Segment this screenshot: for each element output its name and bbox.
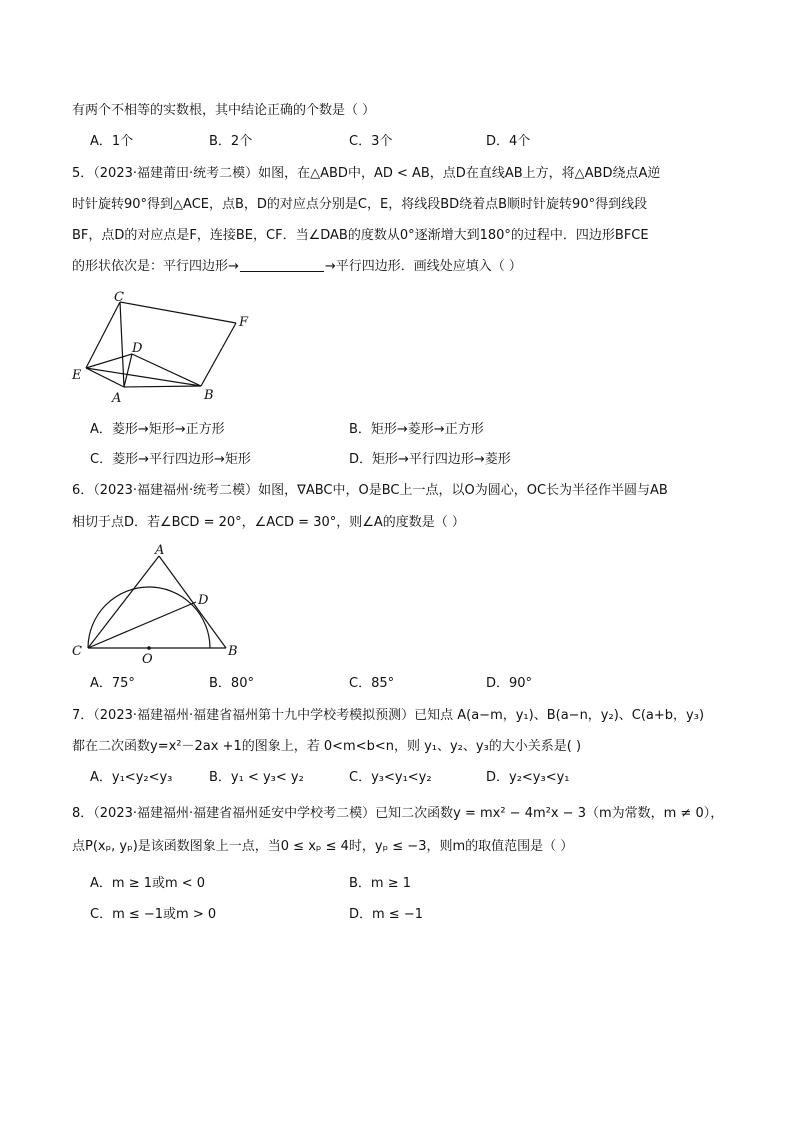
answer-blank <box>240 271 324 272</box>
figure-q5-quadrilateral <box>62 282 268 410</box>
option-b: B．80° <box>209 676 254 691</box>
question-6-line-1: 6．（2023·福建福州·统考二模）如图，∇ABC中，O是BC上一点，以O为圆心，OC长为半径作半圆与AB <box>72 483 668 498</box>
option-b: B．y₁ < y₃< y₂ <box>209 770 304 785</box>
option-b: B．矩形→菱形→正方形 <box>349 422 484 437</box>
question-7-line-2: 都在二次函数y=x²－2ax +1的图象上，若 0<m<b<n，则 y₁、y₂、y₃的大小关系是( ) <box>72 739 582 754</box>
question-5-line-1: 5．（2023·福建莆田·统考二模）如图，在△ABD中，AD < AB，点D在直线AB上方，将△ABD绕点A逆 <box>72 166 661 181</box>
point-label-f: F <box>239 315 249 330</box>
point-label-b: B <box>204 388 214 403</box>
question-5-line-4-end: →平行四边形．画线处应填入（ ） <box>324 259 522 274</box>
point-label-b: B <box>228 644 238 659</box>
question-8-line-2: 点P(xₚ, yₚ)是该函数图象上一点，当0 ≤ xₚ ≤ 4时，yₚ ≤ −3，则m的取值范围是（ ） <box>72 839 574 854</box>
point-label-o: O <box>142 652 153 666</box>
point-label-e: E <box>72 368 82 383</box>
option-d: D．矩形→平行四边形→菱形 <box>349 452 511 467</box>
option-a: A．菱形→矩形→正方形 <box>90 422 225 437</box>
question-8-line-1: 8．（2023·福建福州·福建省福州延安中学校考二模）已知二次函数y = mx² − 4m²x − 3（m为常数，m ≠ 0）， <box>72 806 724 821</box>
option-c: C．3个 <box>349 134 393 149</box>
question-text-line: 有两个不相等的实数根，其中结论正确的个数是（ ） <box>72 103 376 118</box>
point-label-a: A <box>155 543 165 558</box>
figure-q6-semicircle <box>66 538 246 666</box>
point-label-d: D <box>198 593 209 608</box>
option-d: D．90° <box>486 676 533 691</box>
option-c: C．菱形→平行四边形→矩形 <box>90 452 251 467</box>
question-7-line-1: 7．（2023·福建福州·福建省福州第十九中学校考模拟预测）已知点 A(a−m，y₁)、B(a−n，y₂)、C(a+b，y₃) <box>72 708 705 723</box>
question-5-line-3: BF，点D的对应点是F，连接BE，CF．当∠DAB的度数从0°逐渐增大到180°的过程中．四边形BFCE <box>72 228 649 243</box>
option-b: B．m ≥ 1 <box>349 876 412 891</box>
point-label-c: C <box>72 644 82 659</box>
option-b: B．2个 <box>209 134 253 149</box>
point-label-d: D <box>132 341 143 356</box>
option-a: A．75° <box>90 676 135 691</box>
option-c: C．y₃<y₁<y₂ <box>349 770 432 785</box>
option-c: C．85° <box>349 676 395 691</box>
option-c: C．m ≤ −1或m > 0 <box>90 907 217 922</box>
option-a: A．m ≥ 1或m < 0 <box>90 876 206 891</box>
question-5-line-4-start: 的形状依次是：平行四边形→ <box>72 259 239 274</box>
option-d: D．m ≤ −1 <box>349 907 423 922</box>
question-5-line-4 <box>72 258 522 276</box>
option-d: D．4个 <box>486 134 531 149</box>
question-6-line-2: 相切于点D．若∠BCD = 20°，∠ACD = 30°，则∠A的度数是（ ） <box>72 515 465 530</box>
point-label-a: A <box>112 391 122 406</box>
option-a: A．1个 <box>90 134 134 149</box>
option-a: A．y₁<y₂<y₃ <box>90 770 173 785</box>
point-label-c: C <box>114 290 124 305</box>
question-5-line-2: 时针旋转90°得到△ACE，点B，D的对应点分别是C，E，将线段BD绕着点B顺时针旋转90°得到线段 <box>72 197 648 212</box>
option-d: D．y₂<y₃<y₁ <box>486 770 570 785</box>
